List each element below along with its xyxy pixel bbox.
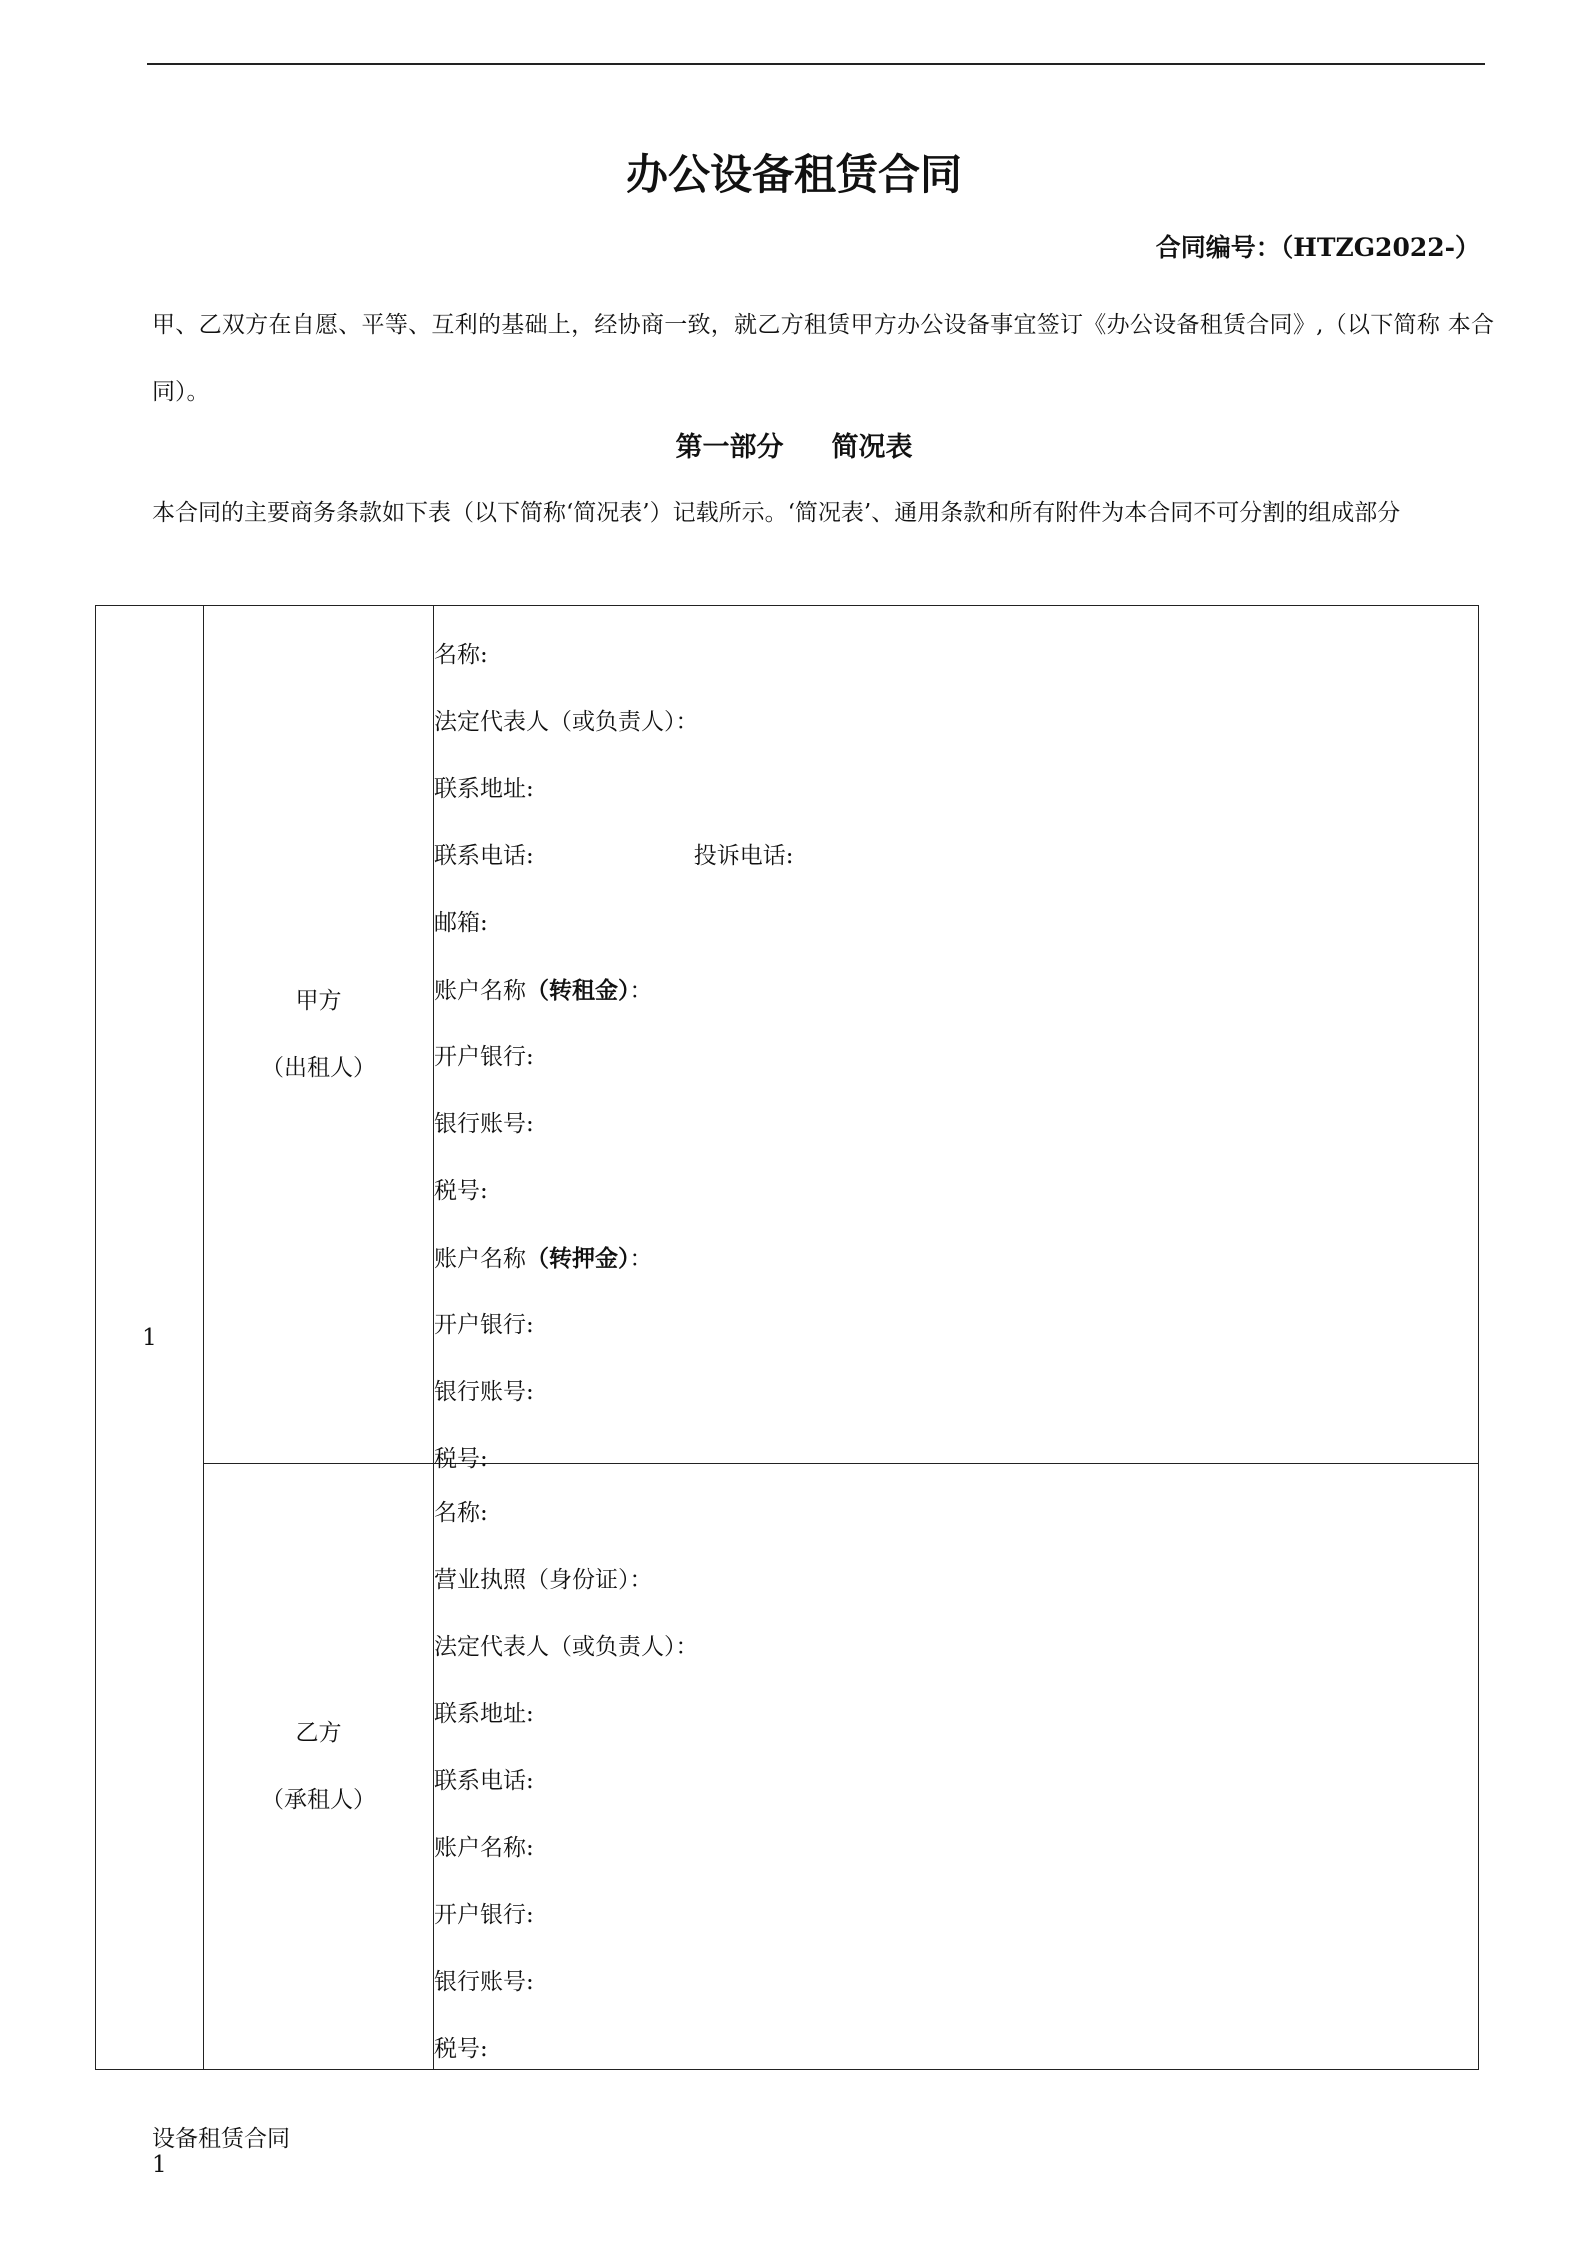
party-a-role: （出租人） bbox=[261, 1054, 376, 1081]
party-b-account-no-field: 银行账号: bbox=[434, 1969, 534, 1995]
section-name: 简况表 bbox=[831, 432, 913, 463]
party-b-label-cell bbox=[204, 1464, 434, 2070]
brief-table bbox=[95, 605, 1479, 2070]
contract-number: 合同编号：（HTZG2022-） bbox=[1155, 233, 1480, 262]
party-a-deposit-account-no-field: 银行账号: bbox=[434, 1379, 534, 1405]
party-b-fields-cell bbox=[434, 1464, 1479, 2070]
party-a-phone-field: 联系电话: bbox=[434, 843, 534, 869]
party-a-complaint-phone-field: 投诉电话: bbox=[693, 843, 794, 869]
party-b-role: （承租人） bbox=[261, 1786, 376, 1813]
section-heading bbox=[0, 425, 1588, 464]
row-number: 1 bbox=[96, 606, 204, 2070]
intro-paragraph: 甲、乙双方在自愿、平等、互利的基础上，经协商一致，就乙方租赁甲方办公设备事宜签订《办公设备租赁合同》,（以下简称 本合同）。 bbox=[152, 312, 1494, 405]
party-a-deposit-bank-field: 开户银行: bbox=[434, 1312, 534, 1338]
party-b-license-field: 营业执照（身份证）： bbox=[434, 1567, 653, 1593]
party-a-row bbox=[96, 606, 1479, 1464]
party-a-email-field: 邮箱: bbox=[434, 910, 488, 936]
party-a-rent-account-no-field: 银行账号: bbox=[434, 1111, 534, 1137]
party-a-fields-cell bbox=[434, 606, 1479, 1472]
party-b-row bbox=[96, 1464, 1479, 2070]
header-rule bbox=[147, 63, 1485, 65]
party-b-account-name-field: 账户名称: bbox=[434, 1835, 534, 1861]
party-b-bank-field: 开户银行: bbox=[434, 1902, 534, 1928]
section-part: 第一部分 bbox=[675, 432, 784, 463]
party-a-address-field: 联系地址: bbox=[434, 776, 534, 802]
section-description: 本合同的主要商务条款如下表（以下简称‘简况表’）记载所示。‘简况表’、通用条款和所有附件为本合同不可分割的组成部分 bbox=[152, 500, 1401, 526]
party-a-deposit-tax-field: 税号: bbox=[434, 1446, 488, 1472]
party-b-label: 乙方 bbox=[295, 1719, 342, 1746]
party-b-address-field: 联系地址: bbox=[434, 1701, 534, 1727]
party-a-rent-tax-field: 税号: bbox=[434, 1178, 488, 1204]
party-a-rent-bank-field: 开户银行: bbox=[434, 1044, 534, 1070]
page-number: 1 bbox=[152, 2152, 167, 2178]
party-a-phone-line bbox=[434, 823, 1478, 890]
party-b-phone-field: 联系电话: bbox=[434, 1768, 534, 1794]
party-a-rent-account-field: 账户名称（转租金）： bbox=[434, 977, 653, 1004]
party-b-tax-field: 税号: bbox=[434, 2036, 488, 2062]
document-title: 办公设备租赁合同 bbox=[625, 150, 962, 199]
party-a-legal-rep-field: 法定代表人（或负责人）： bbox=[434, 709, 699, 735]
party-a-label-cell bbox=[204, 606, 434, 1464]
footer-document-name: 设备租赁合同 bbox=[152, 2126, 290, 2152]
party-b-legal-rep-field: 法定代表人（或负责人）： bbox=[434, 1634, 699, 1660]
party-a-name-field: 名称: bbox=[434, 642, 488, 668]
party-a-label: 甲方 bbox=[295, 987, 342, 1014]
party-b-name-field: 名称: bbox=[434, 1500, 488, 1526]
party-a-deposit-account-field: 账户名称（转押金）： bbox=[434, 1245, 653, 1272]
